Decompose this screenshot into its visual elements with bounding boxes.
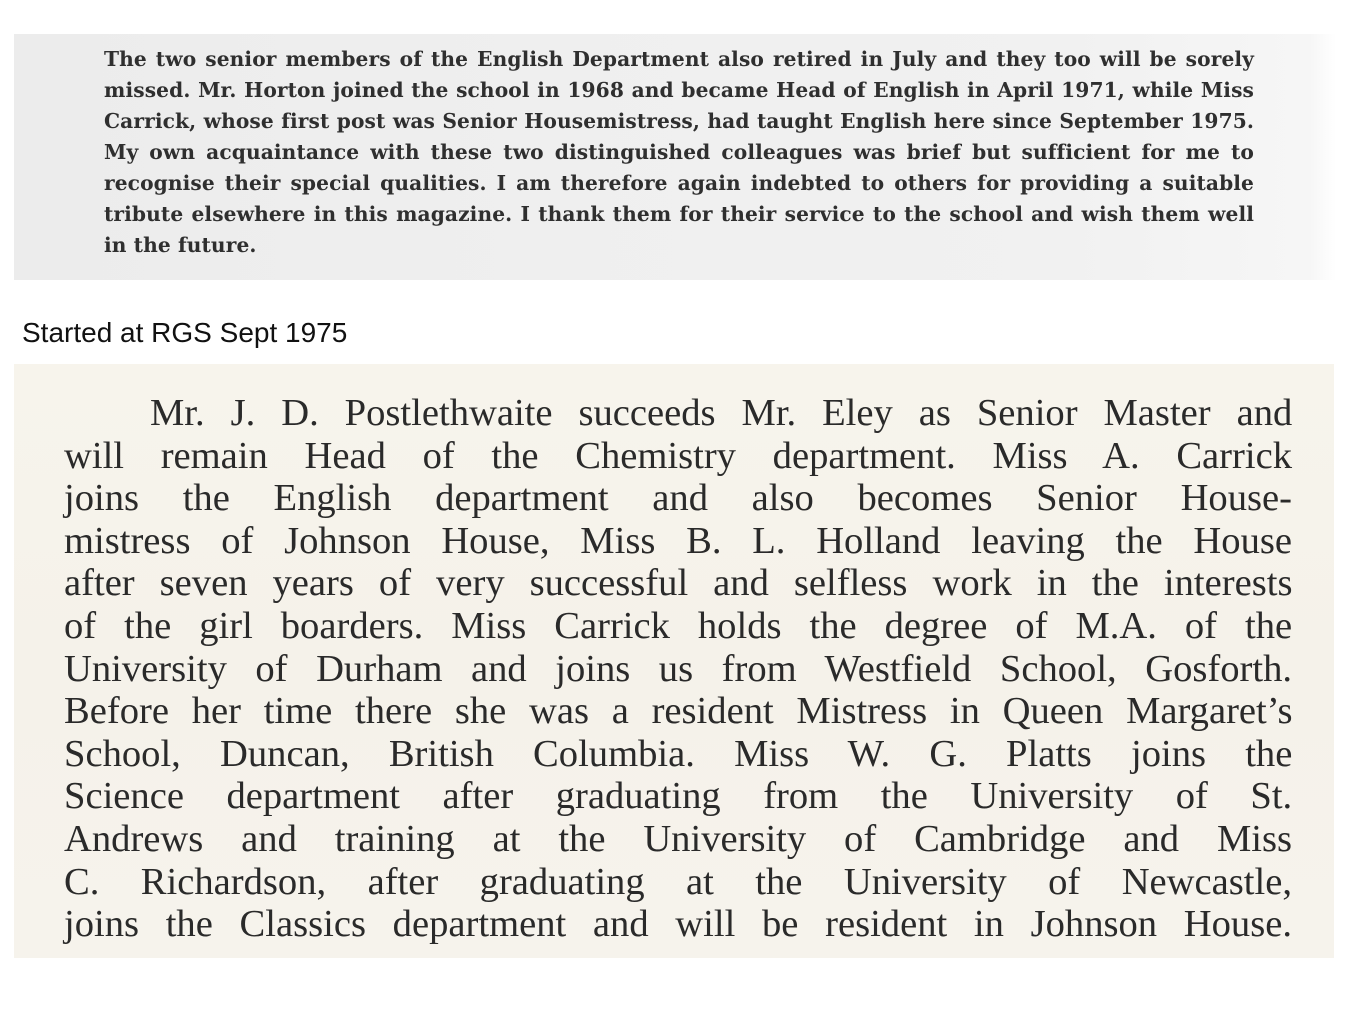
- bottom-clipping-line: Science department after graduating from the University of St.: [64, 775, 1293, 818]
- caption: Started at RGS Sept 1975: [22, 317, 348, 348]
- bottom-clipping-line: will remain Head of the Chemistry department. Miss A. Carrick: [64, 434, 1292, 477]
- top-clipping-paragraph: The two senior members of the English Department also retired in July and they too will be sorely missed. Mr. Horton joined the school in 1968 and became Head of English in April 1971, while Miss Carrick, whose first post was Senior Housemistress, had taught English here since September 1975. My own acquaintance with these two distinguished colleagues was brief but sufficient for me to recognise their special qualities. I am therefore again indebted to others for providing a suitable tribute elsewhere in this magazine. I thank them for their service to the school and wish them well in the future.: [104, 47, 1254, 257]
- bottom-clipping-line: Mr. J. D. Postlethwaite succeeds Mr. Eley as Senior Master and: [150, 392, 1293, 434]
- top-clipping: [14, 34, 1336, 280]
- bottom-clipping-line: after seven years of very successful and selfless work in the interests: [64, 562, 1293, 605]
- bottom-clipping-line: of the girl boarders. Miss Carrick holds the degree of M.A. of the: [64, 604, 1293, 647]
- bottom-clipping-line: Before her time there she was a resident Mistress in Queen Margaret’s: [64, 690, 1293, 733]
- bottom-clipping-line: University of Durham and joins us from Westfield School, Gosforth.: [64, 647, 1293, 690]
- bottom-clipping-line: mistress of Johnson House, Miss B. L. Holland leaving the House: [64, 519, 1292, 562]
- bottom-clipping-line: C. Richardson, after graduating at the University of Newcastle,: [64, 860, 1292, 903]
- bottom-clipping-line: Andrews and training at the University of Cambridge and Miss: [64, 817, 1292, 860]
- bottom-clipping-line: joins the Classics department and will be resident in Johnson House.: [64, 903, 1292, 946]
- bottom-clipping-line: joins the English department and also becomes Senior House-: [64, 477, 1292, 520]
- bottom-clipping: [14, 364, 1334, 958]
- bottom-clipping-line: School, Duncan, British Columbia. Miss W. G. Platts joins the: [64, 732, 1293, 775]
